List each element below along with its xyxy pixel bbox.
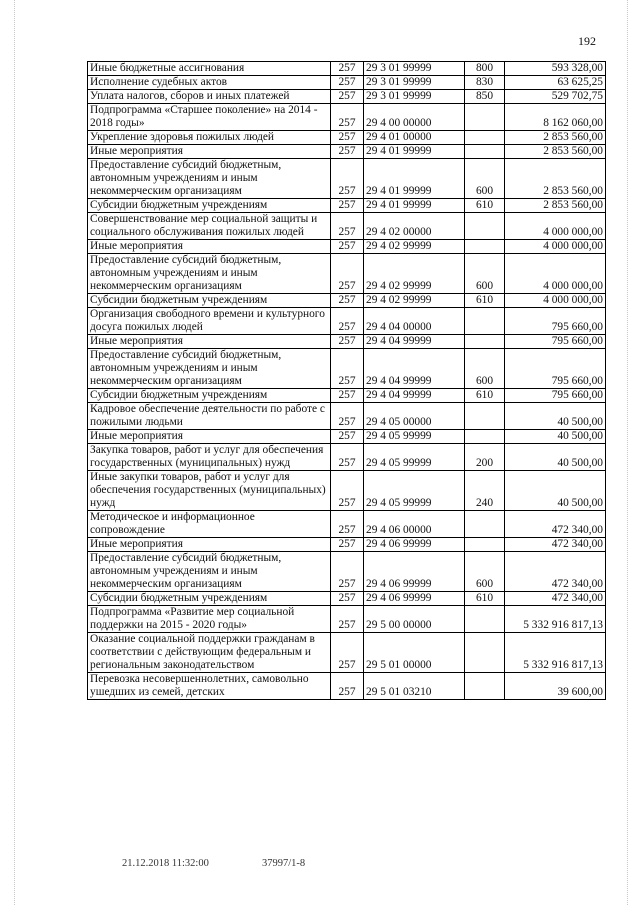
budget-table-body: [88, 62, 606, 700]
row-sum-cell: 4 000 000,00: [505, 240, 606, 254]
row-sum-cell: 593 328,00: [505, 62, 606, 76]
row-code-cell: 29 4 06 99999: [364, 552, 465, 592]
table-row: [88, 104, 606, 131]
row-name-cell: Иные мероприятия: [88, 430, 331, 444]
row-dept-cell: 257: [331, 673, 364, 700]
row-code-cell: 29 4 01 99999: [364, 159, 465, 199]
row-code-cell: 29 4 02 00000: [364, 213, 465, 240]
row-code-cell: 29 4 01 00000: [364, 131, 465, 145]
table-row: [88, 673, 606, 700]
row-code-cell: 29 4 06 99999: [364, 538, 465, 552]
row-sum-cell: 40 500,00: [505, 444, 606, 471]
row-code-cell: 29 4 02 99999: [364, 254, 465, 294]
row-name-cell: Уплата налогов, сборов и иных платежей: [88, 90, 331, 104]
row-name-cell: Укрепление здоровья пожилых людей: [88, 131, 331, 145]
row-sum-cell: 4 000 000,00: [505, 294, 606, 308]
row-sum-cell: 4 000 000,00: [505, 254, 606, 294]
row-dept-cell: 257: [331, 308, 364, 335]
table-row: [88, 349, 606, 389]
row-name-cell: Предоставление субсидий бюджетным, автономным учреждениям и иным некоммерческим организациям: [88, 159, 331, 199]
table-row: [88, 240, 606, 254]
table-row: [88, 213, 606, 240]
row-name-cell: Предоставление субсидий бюджетным, автономным учреждениям и иным некоммерческим организациям: [88, 254, 331, 294]
row-sum-cell: 40 500,00: [505, 471, 606, 511]
row-code-cell: 29 4 06 99999: [364, 592, 465, 606]
row-dept-cell: 257: [331, 90, 364, 104]
table-row: [88, 471, 606, 511]
row-name-cell: Иные мероприятия: [88, 335, 331, 349]
row-type-cell: [465, 308, 505, 335]
table-row: [88, 62, 606, 76]
row-code-cell: 29 3 01 99999: [364, 76, 465, 90]
row-code-cell: 29 4 04 99999: [364, 389, 465, 403]
table-row: [88, 90, 606, 104]
row-sum-cell: 8 162 060,00: [505, 104, 606, 131]
row-name-cell: Организация свободного времени и культурного досуга пожилых людей: [88, 308, 331, 335]
row-type-cell: 850: [465, 90, 505, 104]
row-dept-cell: 257: [331, 606, 364, 633]
row-name-cell: Субсидии бюджетным учреждениям: [88, 294, 331, 308]
scan-margin-line-left: [14, 0, 15, 905]
row-sum-cell: 472 340,00: [505, 552, 606, 592]
row-dept-cell: 257: [331, 294, 364, 308]
row-code-cell: 29 5 00 00000: [364, 606, 465, 633]
row-dept-cell: 257: [331, 430, 364, 444]
row-type-cell: 200: [465, 444, 505, 471]
scan-margin-line-right: [627, 0, 628, 905]
row-name-cell: Перевозка несовершеннолетних, самовольно ушедших из семей, детских: [88, 673, 331, 700]
row-type-cell: [465, 145, 505, 159]
table-row: [88, 552, 606, 592]
row-sum-cell: 2 853 560,00: [505, 131, 606, 145]
row-name-cell: Предоставление субсидий бюджетным, автономным учреждениям и иным некоммерческим организациям: [88, 349, 331, 389]
row-name-cell: Иные бюджетные ассигнования: [88, 62, 331, 76]
row-code-cell: 29 5 01 03210: [364, 673, 465, 700]
row-code-cell: 29 4 01 99999: [364, 145, 465, 159]
row-dept-cell: 257: [331, 471, 364, 511]
table-row: [88, 511, 606, 538]
row-name-cell: Иные мероприятия: [88, 145, 331, 159]
row-code-cell: 29 4 02 99999: [364, 294, 465, 308]
row-name-cell: Иные закупки товаров, работ и услуг для обеспечения государственных (муниципальных) нужд: [88, 471, 331, 511]
row-code-cell: 29 4 02 99999: [364, 240, 465, 254]
row-dept-cell: 257: [331, 592, 364, 606]
table-row: [88, 145, 606, 159]
row-code-cell: 29 4 06 00000: [364, 511, 465, 538]
row-type-cell: [465, 606, 505, 633]
row-code-cell: 29 4 04 00000: [364, 308, 465, 335]
row-name-cell: Предоставление субсидий бюджетным, автономным учреждениям и иным некоммерческим организациям: [88, 552, 331, 592]
row-dept-cell: 257: [331, 213, 364, 240]
row-name-cell: Совершенствование мер социальной защиты и социального обслуживания пожилых людей: [88, 213, 331, 240]
footer-datetime: 21.12.2018 11:32:00: [122, 858, 209, 869]
row-code-cell: 29 3 01 99999: [364, 62, 465, 76]
row-dept-cell: 257: [331, 76, 364, 90]
row-type-cell: 240: [465, 471, 505, 511]
row-type-cell: [465, 335, 505, 349]
row-dept-cell: 257: [331, 104, 364, 131]
row-type-cell: 610: [465, 592, 505, 606]
row-code-cell: 29 4 05 99999: [364, 430, 465, 444]
table-row: [88, 403, 606, 430]
row-dept-cell: 257: [331, 552, 364, 592]
table-row: [88, 308, 606, 335]
row-code-cell: 29 4 05 00000: [364, 403, 465, 430]
table-row: [88, 335, 606, 349]
row-dept-cell: 257: [331, 335, 364, 349]
row-name-cell: Оказание социальной поддержки гражданам в соответствии с действующим федеральным и региональным законодательством: [88, 633, 331, 673]
row-dept-cell: 257: [331, 254, 364, 294]
row-type-cell: 600: [465, 159, 505, 199]
row-dept-cell: 257: [331, 403, 364, 430]
row-name-cell: Субсидии бюджетным учреждениям: [88, 592, 331, 606]
row-type-cell: 600: [465, 552, 505, 592]
row-code-cell: 29 4 01 99999: [364, 199, 465, 213]
table-row: [88, 254, 606, 294]
row-code-cell: 29 4 04 99999: [364, 349, 465, 389]
row-sum-cell: 5 332 916 817,13: [505, 606, 606, 633]
row-dept-cell: 257: [331, 199, 364, 213]
table-row: [88, 538, 606, 552]
row-sum-cell: 5 332 916 817,13: [505, 633, 606, 673]
row-type-cell: [465, 673, 505, 700]
table-row: [88, 592, 606, 606]
row-dept-cell: 257: [331, 389, 364, 403]
table-row: [88, 389, 606, 403]
table-row: [88, 199, 606, 213]
row-sum-cell: 2 853 560,00: [505, 159, 606, 199]
row-type-cell: 800: [465, 62, 505, 76]
row-sum-cell: 795 660,00: [505, 335, 606, 349]
row-sum-cell: 63 625,25: [505, 76, 606, 90]
row-dept-cell: 257: [331, 159, 364, 199]
row-name-cell: Кадровое обеспечение деятельности по работе с пожилыми людьми: [88, 403, 331, 430]
row-type-cell: 610: [465, 199, 505, 213]
row-dept-cell: 257: [331, 444, 364, 471]
row-code-cell: 29 3 01 99999: [364, 90, 465, 104]
row-dept-cell: 257: [331, 633, 364, 673]
row-dept-cell: 257: [331, 145, 364, 159]
row-sum-cell: 529 702,75: [505, 90, 606, 104]
row-sum-cell: 472 340,00: [505, 511, 606, 538]
budget-table: [87, 61, 606, 700]
row-type-cell: 600: [465, 349, 505, 389]
row-name-cell: Исполнение судебных актов: [88, 76, 331, 90]
table-row: [88, 444, 606, 471]
row-type-cell: 830: [465, 76, 505, 90]
row-type-cell: [465, 538, 505, 552]
row-code-cell: 29 4 05 99999: [364, 471, 465, 511]
table-row: [88, 294, 606, 308]
row-name-cell: Субсидии бюджетным учреждениям: [88, 199, 331, 213]
row-name-cell: Подпрограмма «Развитие мер социальной поддержки на 2015 - 2020 годы»: [88, 606, 331, 633]
row-type-cell: [465, 403, 505, 430]
row-sum-cell: 2 853 560,00: [505, 145, 606, 159]
table-row: [88, 633, 606, 673]
row-type-cell: [465, 633, 505, 673]
row-dept-cell: 257: [331, 538, 364, 552]
table-row: [88, 606, 606, 633]
row-code-cell: 29 4 05 99999: [364, 444, 465, 471]
row-name-cell: Подпрограмма «Старшее поколение» на 2014 - 2018 годы»: [88, 104, 331, 131]
row-dept-cell: 257: [331, 131, 364, 145]
row-dept-cell: 257: [331, 240, 364, 254]
row-name-cell: Субсидии бюджетным учреждениям: [88, 389, 331, 403]
row-name-cell: Методическое и информационное сопровождение: [88, 511, 331, 538]
row-type-cell: [465, 430, 505, 444]
row-code-cell: 29 5 01 00000: [364, 633, 465, 673]
row-dept-cell: 257: [331, 62, 364, 76]
row-dept-cell: 257: [331, 349, 364, 389]
row-type-cell: 610: [465, 389, 505, 403]
row-sum-cell: 472 340,00: [505, 538, 606, 552]
row-code-cell: 29 4 00 00000: [364, 104, 465, 131]
table-row: [88, 76, 606, 90]
row-sum-cell: 40 500,00: [505, 430, 606, 444]
row-type-cell: 610: [465, 294, 505, 308]
row-sum-cell: 4 000 000,00: [505, 213, 606, 240]
row-sum-cell: 39 600,00: [505, 673, 606, 700]
row-type-cell: 600: [465, 254, 505, 294]
row-sum-cell: 795 660,00: [505, 349, 606, 389]
table-row: [88, 430, 606, 444]
page-number: 192: [578, 34, 596, 48]
row-type-cell: [465, 240, 505, 254]
row-name-cell: Закупка товаров, работ и услуг для обеспечения государственных (муниципальных) нужд: [88, 444, 331, 471]
row-sum-cell: 795 660,00: [505, 389, 606, 403]
row-name-cell: Иные мероприятия: [88, 538, 331, 552]
row-name-cell: Иные мероприятия: [88, 240, 331, 254]
row-sum-cell: 40 500,00: [505, 403, 606, 430]
row-type-cell: [465, 213, 505, 240]
row-dept-cell: 257: [331, 511, 364, 538]
row-type-cell: [465, 131, 505, 145]
row-sum-cell: 2 853 560,00: [505, 199, 606, 213]
table-row: [88, 159, 606, 199]
footer-doc-number: 37997/1-8: [262, 858, 306, 869]
row-code-cell: 29 4 04 99999: [364, 335, 465, 349]
row-type-cell: [465, 511, 505, 538]
row-type-cell: [465, 104, 505, 131]
table-row: [88, 131, 606, 145]
row-sum-cell: 472 340,00: [505, 592, 606, 606]
row-sum-cell: 795 660,00: [505, 308, 606, 335]
